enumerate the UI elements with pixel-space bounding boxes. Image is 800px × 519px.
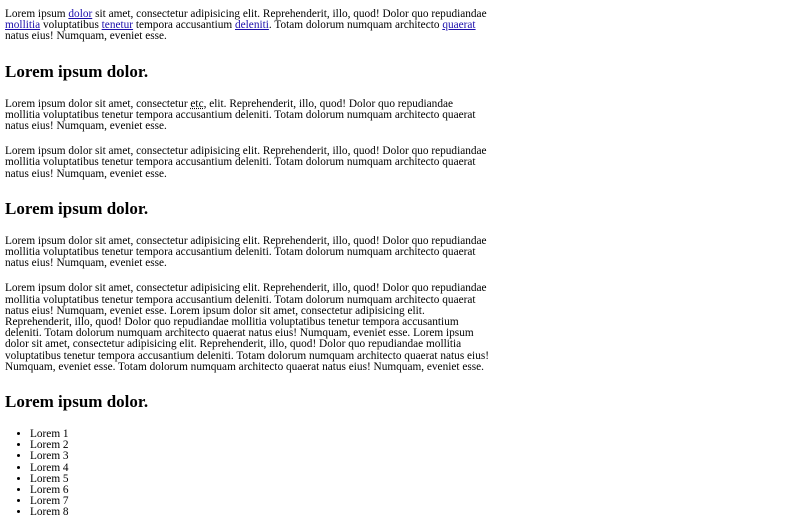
list-item: • Lorem 5	[30, 474, 490, 485]
list-item: • Lorem 4	[30, 463, 490, 474]
paragraph-5: Lorem ipsum dolor sit amet, consectetur adipisicing elit. Reprehenderit, illo, quod! Dolor quo repudiandae mollitia voluptatibus tenetur tempora accusantium deleniti. Totam dolorum numquam architecto quaerat natus eius! Numquam, eveniet esse. Lorem ipsum dolor sit amet, consectetur adipisicing elit. Reprehenderit, illo, quod! Dolor quo repudiandae mollitia voluptatibus tenetur tempora accusantium deleniti. Totam dolorum numquam architecto quaerat natus eius! Numquam, eveniet esse. Lorem ipsum dolor sit amet, consectetur adipisicing elit. Reprehenderit, illo, quod! Dolor quo repudiandae mollitia voluptatibus tenetur tempora accusantium deleniti. Totam dolorum numquam architecto quaerat natus eius! Numquam, eveniet esse. Totam dolorum numquam architecto quaerat natus eius! Numquam, eveniet esse.	[5, 282, 490, 373]
document-body	[5, 0, 490, 519]
link-tenetur[interactable]: tenetur	[101, 19, 134, 32]
section-heading-2: Lorem ipsum dolor.	[5, 198, 149, 218]
list-item: • Lorem 6	[30, 485, 490, 496]
link-dolor[interactable]: dolor	[68, 8, 93, 20]
paragraph-abbr	[5, 99, 490, 133]
section-heading-3: Lorem ipsum dolor.	[5, 392, 149, 412]
link-deleniti[interactable]: deleniti	[235, 19, 269, 32]
paragraph-4: Lorem ipsum dolor sit amet, consectetur adipisicing elit. Reprehenderit, illo, quod! Dolor quo repudiandae mollitia voluptatibus tenetur tempora accusantium deleniti. Totam dolorum numquam architecto quaerat natus eius! Numquam, eveniet esse.	[5, 234, 487, 270]
text-span: sit amet, consectetur adipisicing elit. Reprehenderit, illo, quod! Dolor quo repudiandae	[92, 8, 487, 20]
section-heading-1: Lorem ipsum dolor.	[5, 61, 149, 81]
intro-paragraph	[5, 9, 490, 43]
text-span: Lorem ipsum dolor sit amet, consectetur	[5, 97, 191, 110]
link-mollitia[interactable]: mollitia	[5, 19, 41, 32]
lorem-list	[5, 429, 490, 519]
text-span: Lorem ipsum	[5, 8, 69, 20]
text-span: tempora accusantium	[133, 19, 235, 32]
list-item: • Lorem 1	[30, 429, 490, 440]
list-item: • Lorem 8	[30, 507, 490, 518]
abbreviation-etc: etc	[190, 97, 204, 110]
list-item: • Lorem 2	[30, 440, 490, 451]
list-item: • Lorem 7	[30, 496, 490, 507]
paragraph-3: Lorem ipsum dolor sit amet, consectetur adipisicing elit. Reprehenderit, illo, quod! Dolor quo repudiandae mollitia voluptatibus tenetur tempora accusantium deleniti. Totam dolorum numquam architecto quaerat natus eius! Numquam, eveniet esse.	[5, 145, 487, 180]
link-quaerat[interactable]: quaerat	[442, 19, 476, 32]
text-span: natus eius! Numquam, eveniet esse.	[5, 30, 167, 43]
text-span: voluptatibus	[40, 19, 102, 32]
text-span: , elit. Reprehenderit, illo, quod! Dolor quo repudiandae mollitia voluptatibus tenetur tempora accusantium deleniti. Totam dolorum numquam architecto quaerat natus eius! Numquam, eveniet esse.	[5, 97, 476, 133]
list-item: • Lorem 3	[30, 451, 490, 462]
text-span: . Totam dolorum numquam architecto	[268, 19, 443, 32]
